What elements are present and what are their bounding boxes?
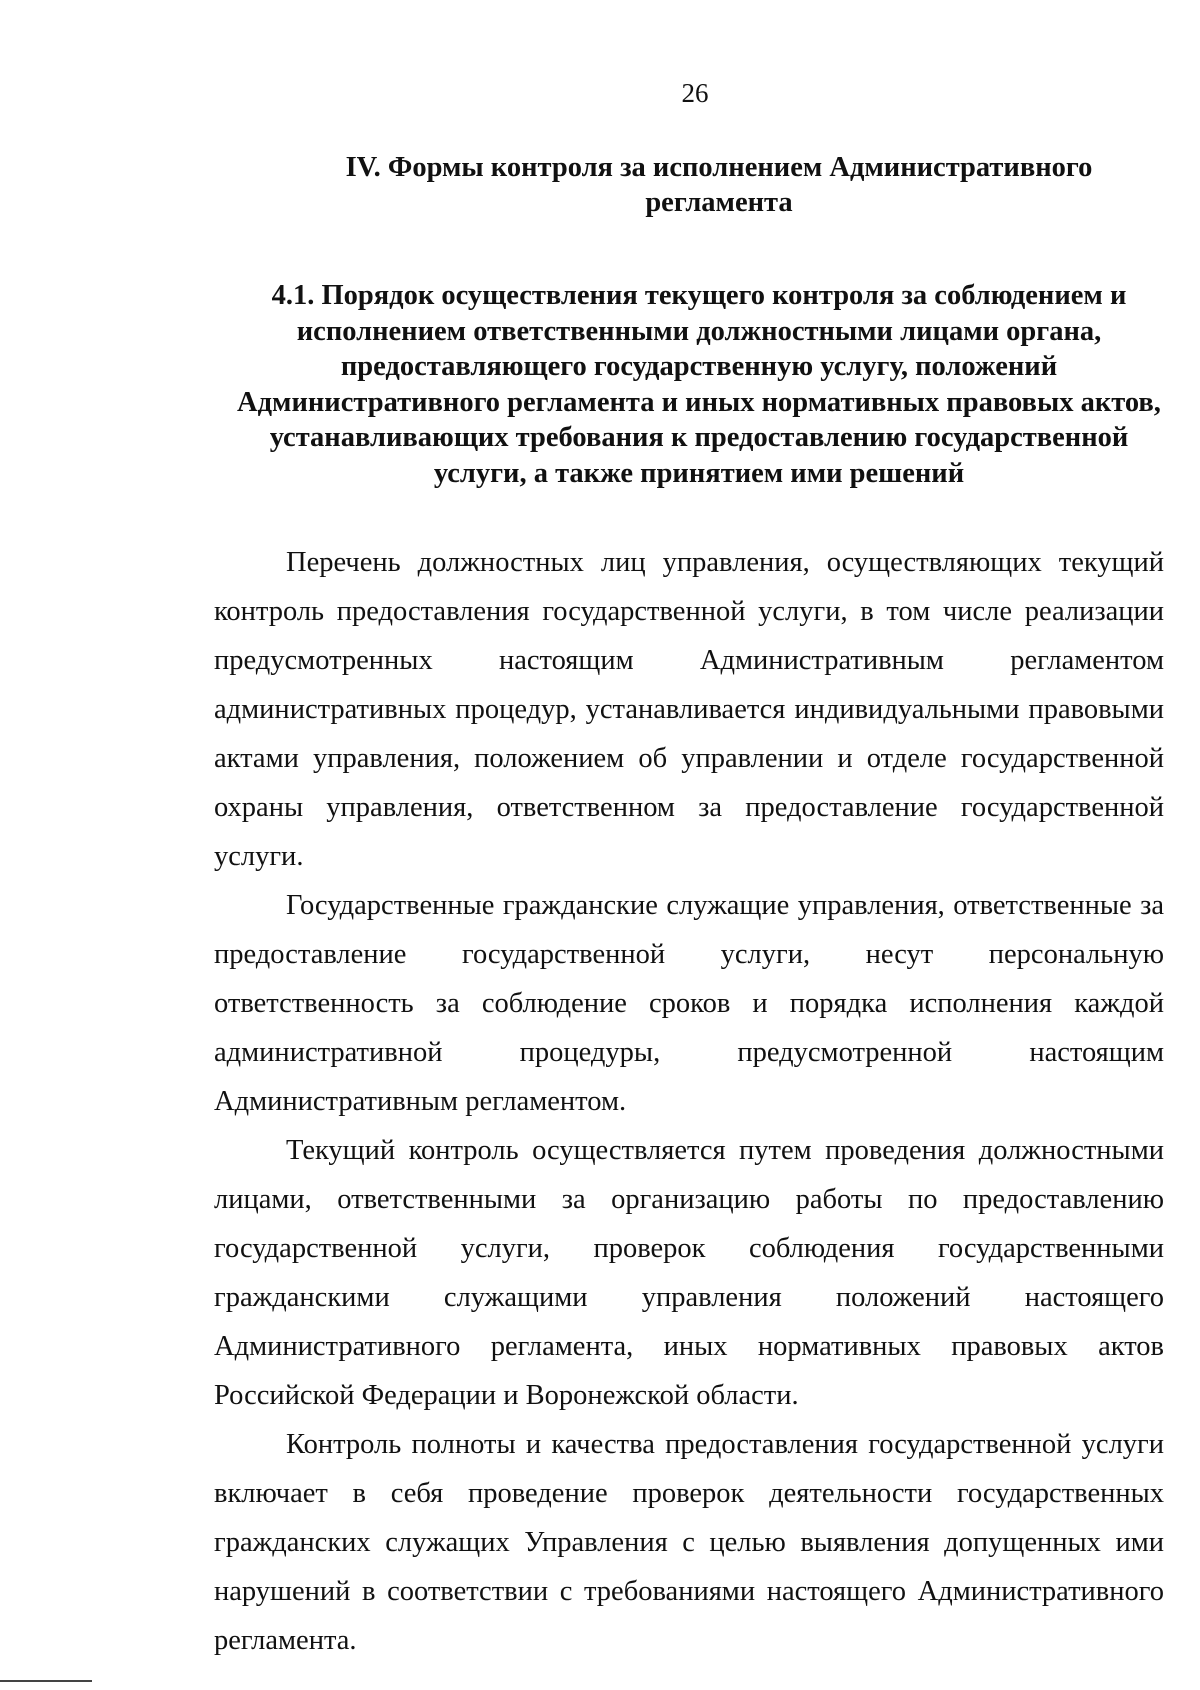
footnote-rule [0, 1680, 92, 1682]
paragraph: Перечень должностных лиц управления, осуществляющих текущий контроль предоставления государственной услуги, в том числе реализации предусмотренных настоящим Административным регламентом административных процедур, устанавливается индивидуальными правовыми актами управления, положением об управлении и отделе государственной охраны управления, ответственном за предоставление государственной услуги. [214, 547, 1164, 872]
paragraph: Государственные гражданские служащие управления, ответственные за предоставление государственной услуги, несут персональную ответственность за соблюдение сроков и порядка исполнения каждой административной процедуры, предусмотренной настоящим Административным регламентом. [214, 890, 1164, 1117]
section-title: IV. Формы контроля за исполнением Административного регламента [345, 152, 1093, 218]
paragraph: Контроль полноты и качества предоставления государственной услуги включает в себя проведение проверок деятельности государственных гражданских служащих Управления с целью выявления допущенных ими нарушений в соответствии с требованиями настоящего Административного регламента. [214, 1429, 1164, 1656]
subsection-title: 4.1. Порядок осуществления текущего контроля за соблюдением и исполнением ответственными должностными лицами органа, предоставляющего государственную услугу, положений Административного регламента и иных нормативных правовых актов, устанавливающих требования к предоставлению государственной услуги, а также принятием ими решений [237, 280, 1161, 489]
paragraph: Текущий контроль осуществляется путем проведения должностными лицами, ответственными за организацию работы по предоставлению государственной услуги, проверок соблюдения государственными гражданскими служащими управления положений настоящего Административного регламента, иных нормативных правовых актов Российской Федерации и Воронежской области. [214, 1135, 1164, 1411]
page-number: 26 [681, 78, 709, 108]
page-content [214, 150, 1164, 1665]
